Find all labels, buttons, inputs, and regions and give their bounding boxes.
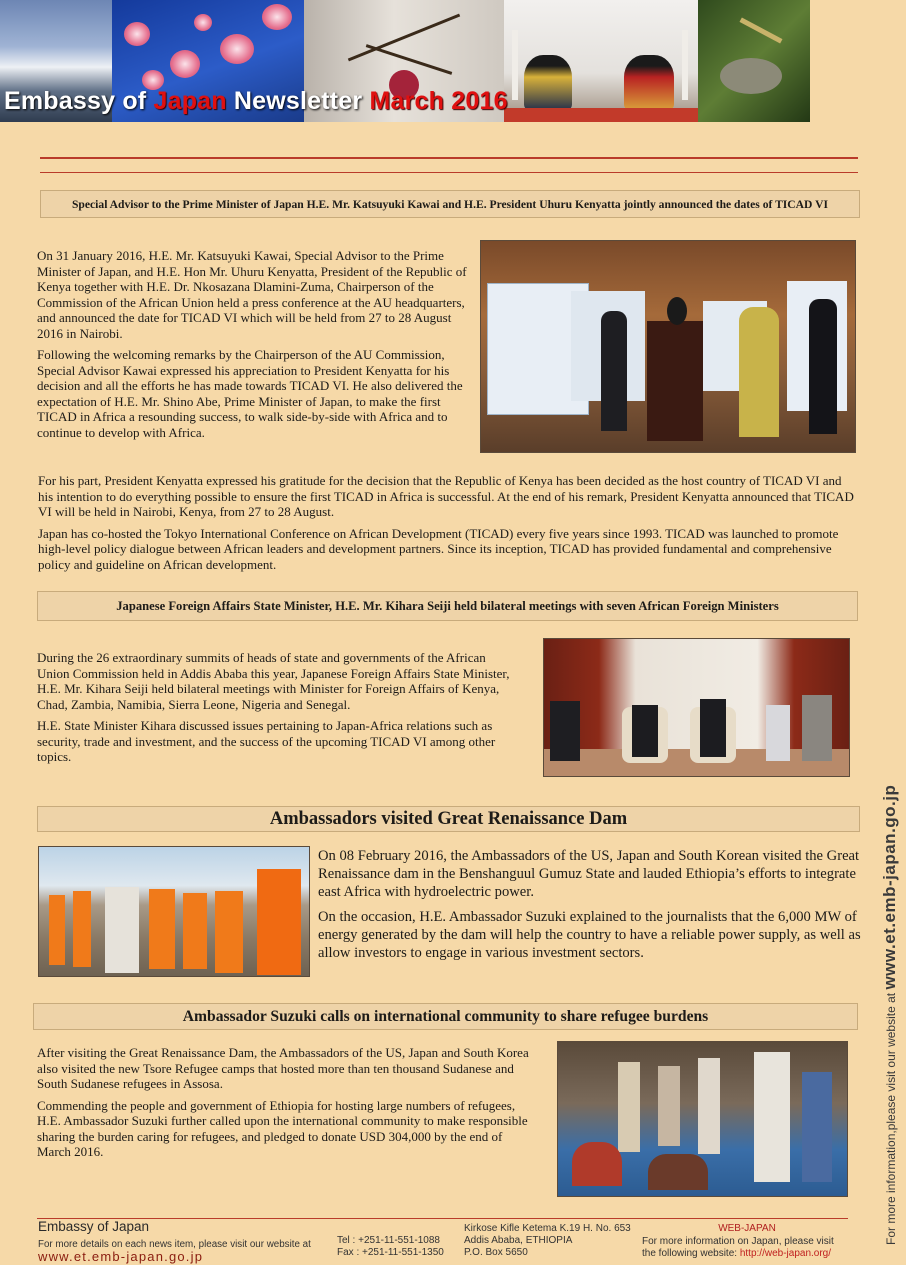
paragraph: On 08 February 2016, the Ambassadors of the US, Japan and South Korean visited the Great Renaissance dam in the Benshanguul Gumuz State and lauded Ethiopia’s efforts to integrate east Africa with hydroelectric power. [318, 848, 860, 900]
paragraph: During the 26 extraordinary summits of heads of state and governments of the African Union Commission held in Addis Ababa this year, Japanese Foreign Affairs State Minister, H.E. Mr. Kihara Seiji held bilateral meetings with Minister for Foreign Affairs of Kenya, Chad, Zambia, Namibia, Sierra Leone, Nigeria and Senegal. [37, 650, 510, 712]
address-line: Kirkose Kifle Ketema K.19 H. No. 653 [464, 1223, 631, 1234]
article-1-body-bottom [38, 473, 858, 578]
sidebar-url-link[interactable]: www.et.emb-japan.go.jp [880, 784, 899, 990]
footer-tel: Tel : +251-11-551-1088 [337, 1235, 440, 1246]
footer-address [464, 1223, 631, 1259]
sidebar-website-note [880, 775, 900, 1245]
footer-website-link[interactable]: www.et.emb-japan.go.jp [38, 1249, 204, 1264]
paragraph: H.E. State Minister Kihara discussed issues pertaining to Japan-Africa relations such as security, trade and investment, and the success of the upcoming TICAD VI among other topics. [37, 718, 496, 764]
paragraph: Japan has co-hosted the Tokyo International Conference on African Development (TICAD) every five years since 1993. TICAD was launched to promote high-level policy dialogue between African leaders and development partners. Since its inception, TICAD has provided fundamental and comprehensive policy and guideline on African development. [38, 525, 839, 572]
ticad-press-conference-photo [480, 240, 856, 453]
hina-dolls-photo [504, 0, 698, 122]
footer-note: For more details on each news item, please visit our website at [38, 1239, 311, 1250]
article-1-heading: Special Advisor to the Prime Minister of Japan H.E. Mr. Katsuyuki Kawai and H.E. President Uhuru Kenyatta jointly announced the dates of TICAD VI [40, 190, 860, 218]
web-japan-prefix: the following website: [642, 1248, 738, 1259]
divider-rule [40, 172, 858, 173]
paragraph: On 31 January 2016, H.E. Mr. Katsuyuki Kawai, Special Advisor to the Prime Minister of Japan, and H.E. Hon Mr. Uhuru Kenyatta, President of the Republic of Kenya together with H.E. Dr. Nkosazana Dlamini-Zuma, Chairperson of the Commission of the African Union held a press conference at the AU headquarters, and announced the date for TICAD VI which will be held from 27 to 28 August 2016 in Nairobi. [37, 248, 467, 341]
article-1-body-top [37, 248, 477, 446]
sidebar-lead: For more information,please visit our website at [884, 992, 898, 1245]
title-part: Embassy of [4, 87, 154, 115]
footer-web-japan [642, 1223, 852, 1260]
footer-fax: Fax : +251-11-551-1350 [337, 1247, 444, 1258]
article-4-heading: Ambassador Suzuki calls on international community to share refugee burdens [33, 1003, 858, 1030]
divider-rule [40, 157, 858, 159]
web-japan-line-2 [642, 1248, 852, 1260]
footer [0, 1218, 906, 1265]
web-japan-title: WEB-JAPAN [718, 1223, 776, 1234]
paragraph: After visiting the Great Renaissance Dam, the Ambassadors of the US, Japan and South Korea also visited the new Tsore Refugee camps that hosted more than ten thousand Sudanese and South Sudanese refugees in Assosa. [37, 1045, 529, 1091]
newsletter-banner [0, 0, 810, 122]
bilateral-meeting-photo [543, 638, 850, 777]
renaissance-dam-visit-photo [38, 846, 310, 977]
title-part: March 2016 [369, 87, 508, 115]
paragraph: Commending the people and government of Ethiopia for hosting large numbers of refugees, H.E. Ambassador Suzuki further called upon the international community to make responsible sharing the burden caring for refugees, and pledged to donate USD 304,000 by the end of March 2016. [37, 1097, 528, 1159]
article-3-body [318, 847, 864, 969]
newsletter-title [4, 87, 508, 116]
paragraph: On the occasion, H.E. Ambassador Suzuki explained to the journalists that the 6,000 MW of energy generated by the dam will help the country to have a reliable power supply, as well as allow investors to engage in various investment sectors. [318, 909, 861, 961]
address-line: P.O. Box 5650 [464, 1247, 528, 1258]
refugee-camp-visit-photo [557, 1041, 848, 1197]
article-4-body [37, 1045, 537, 1166]
web-japan-line: For more information on Japan, please visit [642, 1236, 834, 1247]
paragraph: For his part, President Kenyatta expressed his gratitude for the decision that the Republic of Kenya has been decided as the host country of TICAD VI and his intention to do everything possible to ensure the first TICAD in Africa is successful. At the end of his remark, President Kenyatta announced that TICAD VI will be held in Nairobi, Kenya, from 27 to 28 August. [38, 473, 854, 519]
stone-basin-photo [698, 0, 810, 122]
footer-contact-numbers [337, 1235, 444, 1259]
title-part: Japan [153, 87, 227, 115]
address-line: Addis Ababa, ETHIOPIA [464, 1235, 573, 1246]
article-3-heading: Ambassadors visited Great Renaissance Dam [37, 806, 860, 832]
paragraph: Following the welcoming remarks by the Chairperson of the AU Commission, Special Advisor Kawai expressed his appreciation to President Kenyatta for his decision and all the efforts he has made towards TICAD VI. He also delivered the expectation of H.E. Mr. Shino Abe, Prime Minister of Japan, to make the first TICAD in Africa a resounding success, to walk side-by-side with Africa and to continue to develop with Africa. [37, 347, 463, 440]
article-2-body [37, 650, 517, 771]
article-2-heading: Japanese Foreign Affairs State Minister, H.E. Mr. Kihara Seiji held bilateral meetings with seven African Foreign Ministers [37, 591, 858, 621]
web-japan-link[interactable]: http://web-japan.org/ [739, 1248, 832, 1259]
footer-title: Embassy of Japan [38, 1219, 150, 1234]
title-part: Newsletter [226, 87, 370, 115]
